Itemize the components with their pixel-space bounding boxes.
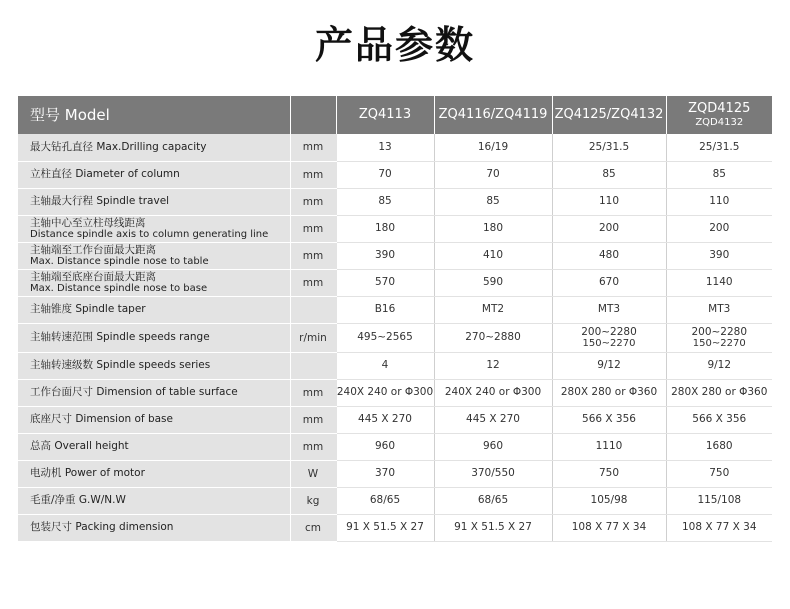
- value-cell: 85: [666, 161, 772, 188]
- spec-row: [18, 134, 772, 161]
- spec-row: [18, 323, 772, 352]
- unit-cell: mm: [290, 379, 336, 406]
- value-cell: 25/31.5: [552, 134, 666, 161]
- parameter-label: [18, 269, 290, 296]
- value-cell: 25/31.5: [666, 134, 772, 161]
- value-cell: 670: [552, 269, 666, 296]
- parameter-label: 毛重/净重 G.W/N.W: [18, 487, 290, 514]
- value-cell: 68/65: [336, 487, 434, 514]
- unit-cell: mm: [290, 406, 336, 433]
- value-cell: 91 X 51.5 X 27: [434, 514, 552, 541]
- unit-cell: [290, 352, 336, 379]
- parameter-label: 立柱直径 Diameter of column: [18, 161, 290, 188]
- text-line: 200~2280: [691, 325, 748, 338]
- spec-row: [18, 296, 772, 323]
- spec-row: [18, 188, 772, 215]
- model-header: 型号 Model: [18, 96, 290, 134]
- value-cell: 13: [336, 134, 434, 161]
- value-cell: 1110: [552, 433, 666, 460]
- spec-row: [18, 460, 772, 487]
- unit-cell: mm: [290, 215, 336, 242]
- value-cell: 70: [336, 161, 434, 188]
- value-cell: 70: [434, 161, 552, 188]
- parameter-label: 总高 Overall height: [18, 433, 290, 460]
- value-cell: 960: [336, 433, 434, 460]
- value-cell: 16/19: [434, 134, 552, 161]
- value-cell: B16: [336, 296, 434, 323]
- value-cell: 9/12: [666, 352, 772, 379]
- text-line: 200~2280: [581, 325, 637, 338]
- spec-row: [18, 215, 772, 242]
- value-cell: 270~2880: [434, 323, 552, 352]
- parameter-label: 底座尺寸 Dimension of base: [18, 406, 290, 433]
- value-cell: 200: [552, 215, 666, 242]
- value-cell: 115/108: [666, 487, 772, 514]
- spec-table: [18, 96, 772, 542]
- unit-cell: W: [290, 460, 336, 487]
- text-line: 主轴中心至立柱母线距离: [30, 216, 146, 229]
- spec-row: [18, 487, 772, 514]
- value-cell: 85: [336, 188, 434, 215]
- spec-row: [18, 514, 772, 541]
- value-cell: 200: [666, 215, 772, 242]
- unit-cell: mm: [290, 433, 336, 460]
- unit-cell: mm: [290, 161, 336, 188]
- parameter-label: 包装尺寸 Packing dimension: [18, 514, 290, 541]
- value-cell: 750: [666, 460, 772, 487]
- value-cell: 85: [434, 188, 552, 215]
- value-cell: 85: [552, 161, 666, 188]
- value-cell: 570: [336, 269, 434, 296]
- value-cell: 108 X 77 X 34: [552, 514, 666, 541]
- unit-cell: cm: [290, 514, 336, 541]
- value-cell: 370: [336, 460, 434, 487]
- unit-cell: [290, 296, 336, 323]
- value-cell: 110: [552, 188, 666, 215]
- value-cell: 1140: [666, 269, 772, 296]
- value-cell: 495~2565: [336, 323, 434, 352]
- value-cell: 4: [336, 352, 434, 379]
- parameter-label: 主轴锥度 Spindle taper: [18, 296, 290, 323]
- parameter-label: 最大钻孔直径 Max.Drilling capacity: [18, 134, 290, 161]
- parameter-label: 主轴转速级数 Spindle speeds series: [18, 352, 290, 379]
- unit-cell: kg: [290, 487, 336, 514]
- value-cell: 240X 240 or Φ300: [434, 379, 552, 406]
- header-row: [18, 96, 772, 134]
- value-cell: 12: [434, 352, 552, 379]
- text-line: 主轴端至工作台面最大距离: [30, 243, 156, 256]
- value-cell: 105/98: [552, 487, 666, 514]
- model-column-header: ZQ4113: [336, 96, 434, 134]
- parameter-label: 工作台面尺寸 Dimension of table surface: [18, 379, 290, 406]
- value-cell: 1680: [666, 433, 772, 460]
- value-cell: 750: [552, 460, 666, 487]
- value-cell: 960: [434, 433, 552, 460]
- value-cell: MT3: [666, 296, 772, 323]
- value-cell: 180: [434, 215, 552, 242]
- unit-cell: mm: [290, 269, 336, 296]
- value-cell: 445 X 270: [336, 406, 434, 433]
- spec-row: [18, 242, 772, 269]
- value-cell: 445 X 270: [434, 406, 552, 433]
- value-cell: 390: [336, 242, 434, 269]
- value-cell: 68/65: [434, 487, 552, 514]
- spec-row: [18, 433, 772, 460]
- parameter-label: 主轴转速范围 Spindle speeds range: [18, 323, 290, 352]
- value-cell: 390: [666, 242, 772, 269]
- value-cell: MT2: [434, 296, 552, 323]
- value-cell: 108 X 77 X 34: [666, 514, 772, 541]
- model-column-header: ZQ4125/ZQ4132: [552, 96, 666, 134]
- page-title: 产品参数: [314, 23, 475, 67]
- value-cell: 590: [434, 269, 552, 296]
- text-line: 150~2270: [692, 337, 746, 349]
- unit-cell: r/min: [290, 323, 336, 352]
- text-line: ZQD4125: [688, 101, 751, 117]
- value-cell: 9/12: [552, 352, 666, 379]
- value-cell: 566 X 356: [666, 406, 772, 433]
- text-line: Max. Distance spindle nose to base: [30, 282, 208, 294]
- value-cell: 110: [666, 188, 772, 215]
- text-line: ZQD4132: [695, 116, 744, 128]
- value-cell: [666, 323, 772, 352]
- spec-row: [18, 352, 772, 379]
- value-cell: 280X 280 or Φ360: [666, 379, 772, 406]
- value-cell: 370/550: [434, 460, 552, 487]
- value-cell: 180: [336, 215, 434, 242]
- spec-row: [18, 379, 772, 406]
- value-cell: 566 X 356: [552, 406, 666, 433]
- unit-cell: mm: [290, 188, 336, 215]
- parameter-label: [18, 215, 290, 242]
- text-line: 150~2270: [582, 337, 636, 349]
- value-cell: 91 X 51.5 X 27: [336, 514, 434, 541]
- model-column-header: ZQ4116/ZQ4119: [434, 96, 552, 134]
- text-line: Distance spindle axis to column generating line: [30, 228, 269, 240]
- spec-row: [18, 161, 772, 188]
- spec-row: [18, 269, 772, 296]
- value-cell: MT3: [552, 296, 666, 323]
- model-column-header: [666, 96, 772, 134]
- value-cell: [552, 323, 666, 352]
- text-line: Max. Distance spindle nose to table: [30, 255, 209, 267]
- spec-row: [18, 406, 772, 433]
- unit-cell: mm: [290, 134, 336, 161]
- value-cell: 280X 280 or Φ360: [552, 379, 666, 406]
- text-line: 主轴端至底座台面最大距离: [30, 270, 156, 283]
- unit-cell: mm: [290, 242, 336, 269]
- parameter-label: [18, 242, 290, 269]
- value-cell: 480: [552, 242, 666, 269]
- value-cell: 240X 240 or Φ300: [336, 379, 434, 406]
- unit-header: [290, 96, 336, 134]
- value-cell: 410: [434, 242, 552, 269]
- parameter-label: 主轴最大行程 Spindle travel: [18, 188, 290, 215]
- parameter-label: 电动机 Power of motor: [18, 460, 290, 487]
